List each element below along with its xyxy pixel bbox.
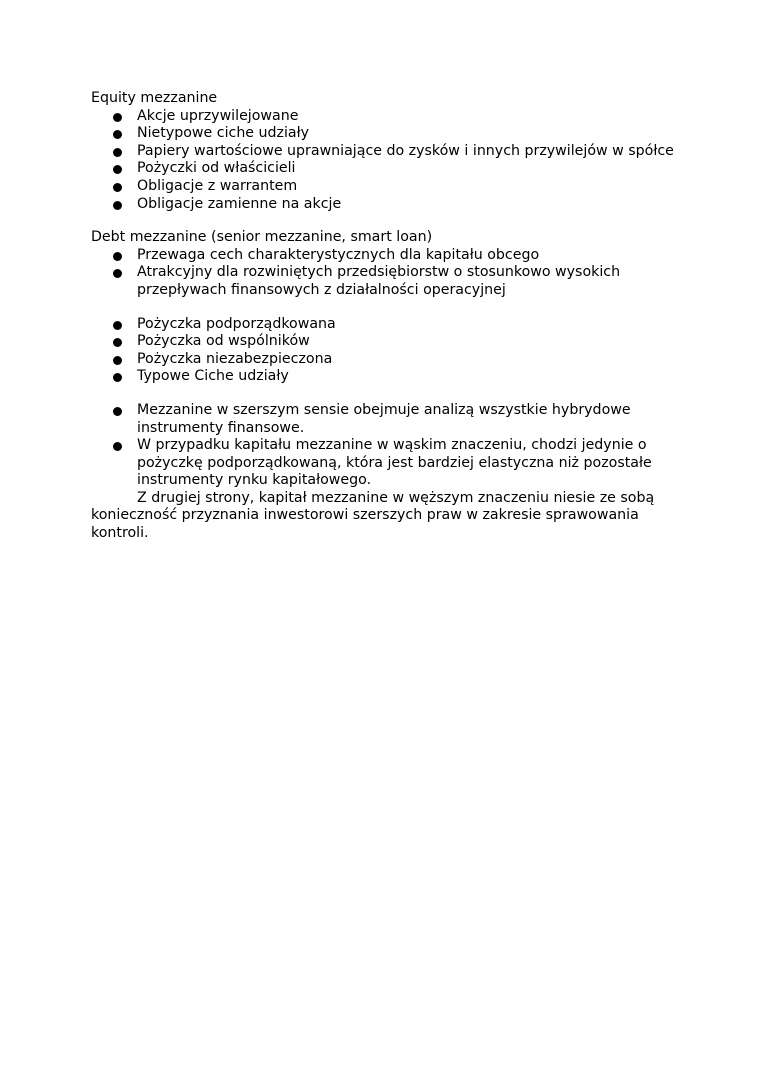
bullet-icon — [113, 338, 122, 347]
section-heading-debt: Debt mezzanine (senior mezzanine, smart loan) — [91, 229, 433, 246]
bullet-icon — [113, 130, 122, 139]
section-heading-equity: Equity mezzanine — [91, 90, 218, 106]
bullet-icon — [113, 442, 122, 451]
bullet-icon — [113, 356, 122, 365]
bullet-icon — [113, 201, 122, 210]
equity-list — [91, 108, 691, 214]
bullet-icon — [113, 113, 122, 122]
list-item: Pożyczka od wspólników — [91, 333, 691, 351]
bullet-icon — [113, 407, 122, 416]
debt-list-c — [91, 402, 691, 490]
bullet-icon — [113, 252, 122, 261]
list-item: Atrakcyjny dla rozwiniętych przedsiębiorstw o stosunkowo wysokich przepływach finansowych z działalności operacyjnej — [91, 264, 691, 299]
list-item: Nietypowe ciche udziały — [91, 125, 691, 143]
list-item: W przypadku kapitału mezzanine w wąskim znaczeniu, chodzi jedynie o pożyczkę podporządkowaną, która jest bardziej elastyczna niż pozostałe instrumenty rynku kapitałowego. — [91, 437, 691, 490]
list-item: Obligacje z warrantem — [91, 178, 691, 196]
bullet-icon — [113, 373, 122, 382]
bullet-icon — [113, 165, 122, 174]
list-item: Mezzanine w szerszym sensie obejmuje analizą wszystkie hybrydowe instrumenty finansowe. — [91, 402, 691, 437]
bullet-icon — [113, 148, 122, 157]
bullet-icon — [113, 321, 122, 330]
closing-paragraph: Z drugiej strony, kapitał mezzanine w węższym znaczeniu niesie ze sobą konieczność przyznania inwestorowi szerszych praw w zakresie sprawowania kontroli. — [91, 489, 655, 542]
spacer — [91, 300, 691, 316]
debt-list-a — [91, 247, 691, 300]
list-item: Pożyczki od właścicieli — [91, 160, 691, 178]
list-item: Typowe Ciche udziały — [91, 368, 691, 386]
debt-list-b — [91, 316, 691, 386]
spacer — [91, 386, 691, 402]
list-item: Pożyczka podporządkowana — [91, 316, 691, 334]
list-item: Papiery wartościowe uprawniające do zysków i innych przywilejów w spółce — [91, 143, 691, 161]
list-item: Akcje uprzywilejowane — [91, 108, 691, 126]
list-item: Przewaga cech charakterystycznych dla kapitału obcego — [91, 247, 691, 265]
spacer — [91, 213, 691, 229]
list-item: Pożyczka niezabezpieczona — [91, 351, 691, 369]
list-item: Obligacje zamienne na akcje — [91, 196, 691, 214]
bullet-icon — [113, 183, 122, 192]
document-page — [91, 90, 691, 543]
bullet-icon — [113, 269, 122, 278]
